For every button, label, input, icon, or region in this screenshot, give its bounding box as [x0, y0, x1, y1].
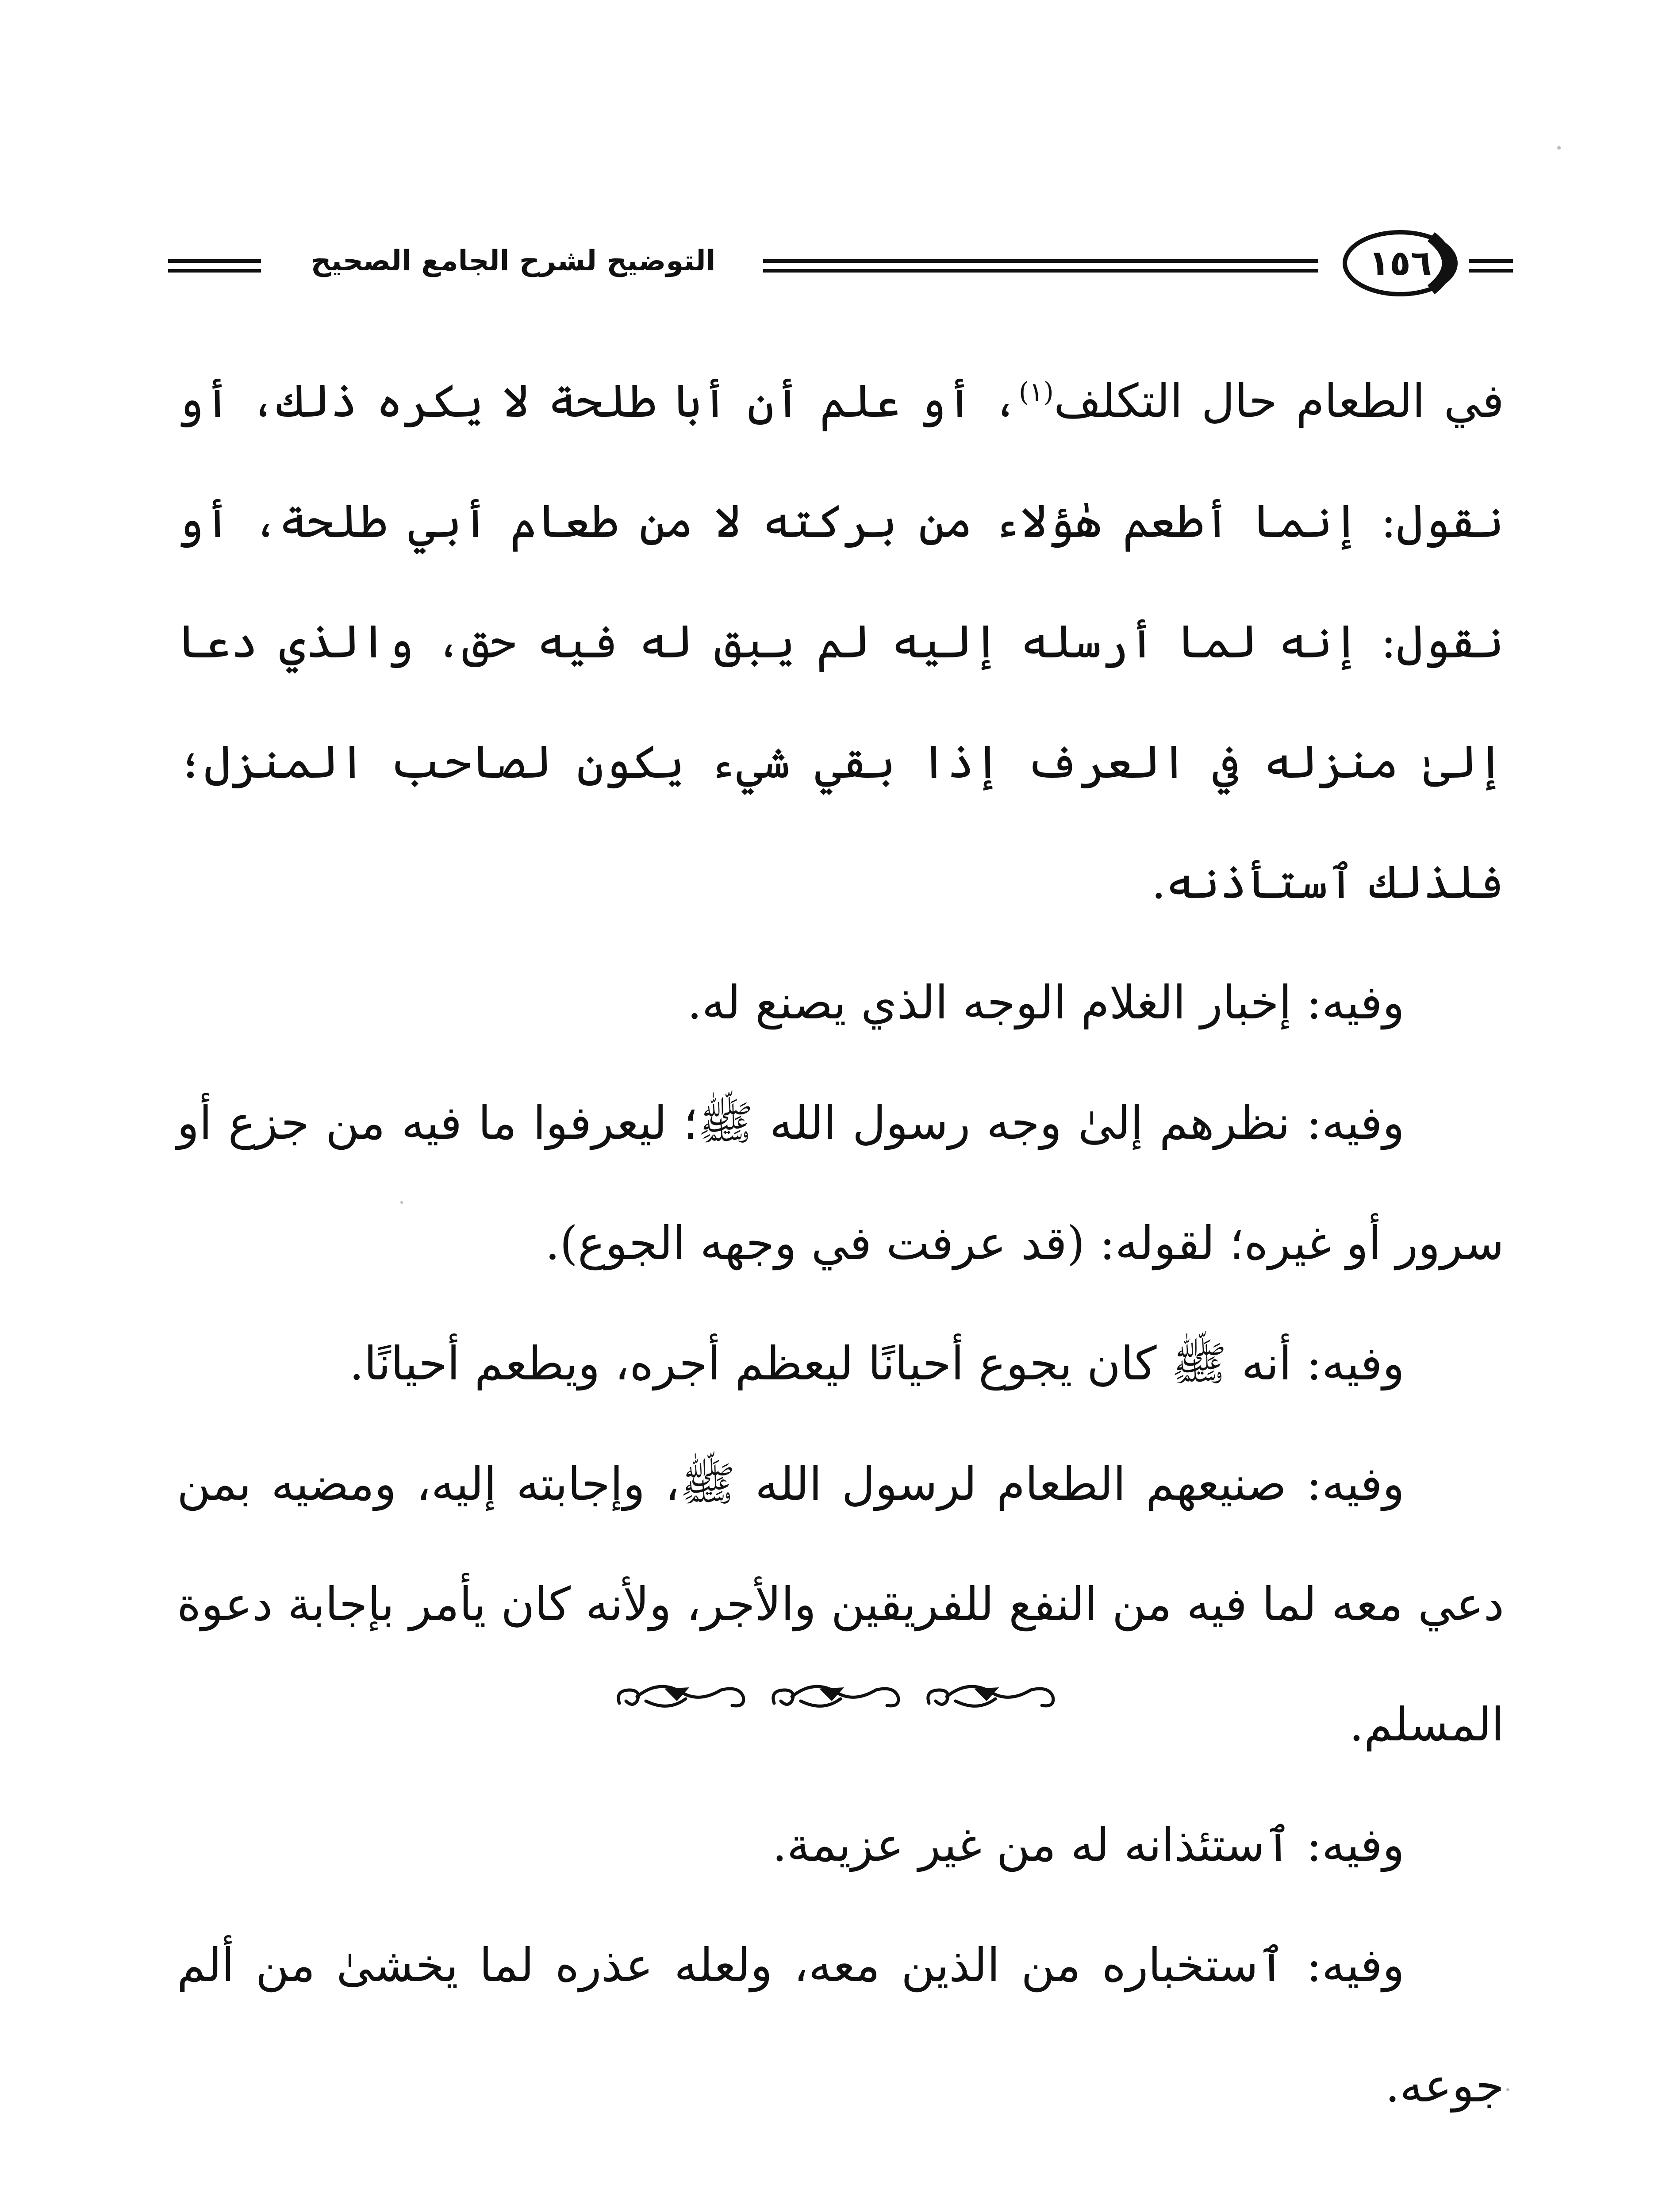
page-number: ١٥٦: [1368, 243, 1432, 283]
paragraph-1-start: في الطعام حال التكلف: [1053, 374, 1504, 428]
header-rule-left: [168, 259, 261, 263]
header-rule-middle: [763, 259, 1318, 263]
paragraph-1: [177, 341, 1504, 942]
scan-speck: [1557, 146, 1561, 150]
main-text: [177, 341, 1504, 2146]
paragraph-1-rest: ، أو علم أن أبا طلحة لا يكره ذلك، أو نقول: إنما أطعم هٰؤلاء من بركته لا من طعام أبي طلحة، أو نقول: إنه لما أرسله إليه لم يبق له فيه حق، والذي دعا إلىٰ منزله في العرف إذا بقي شيء يكون لصاحب المنزل؛ فلذلك ٱستأذنه.: [177, 374, 1504, 909]
scan-speck: [1506, 2088, 1509, 2091]
paragraph-5: وفيه: صنيعهم الطعام لرسول الله ﷺ، وإجابته إليه، ومضيه بمن دعي معه لما فيه من النفع للفريقين والأجر، ولأنه كان يأمر بإجابة دعوة المسلم.: [177, 1457, 1504, 1751]
section-divider-ornament-icon: [610, 1677, 1062, 1717]
scan-speck: [400, 1201, 403, 1204]
footnote-reference[interactable]: (١): [1018, 376, 1054, 408]
paragraph-3: وفيه: نظرهم إلىٰ وجه رسول الله ﷺ؛ ليعرفوا ما فيه من جزع أو سرور أو غيره؛ لقوله: (قد عرفت في وجهه الجوع).: [177, 1096, 1504, 1270]
header-rule-right: [1469, 259, 1513, 263]
paragraph-4: وفيه: أنه ﷺ كان يجوع أحيانًا ليعظم أجره، ويطعم أحيانًا.: [349, 1336, 1405, 1390]
page-header: [168, 217, 1513, 314]
paragraph-6: وفيه: ٱستئذانه له من غير عزيمة.: [772, 1818, 1405, 1872]
paragraph-7: وفيه: ٱستخباره من الذين معه، ولعله عذره لما يخشىٰ من ألم جوعه.: [177, 1938, 1504, 2112]
paragraph-2: وفيه: إخبار الغلام الوجه الذي يصنع له.: [687, 975, 1405, 1029]
page-number-badge: [1336, 221, 1469, 305]
running-title: التوضيح لشرح الجامع الصحيح: [311, 245, 716, 277]
